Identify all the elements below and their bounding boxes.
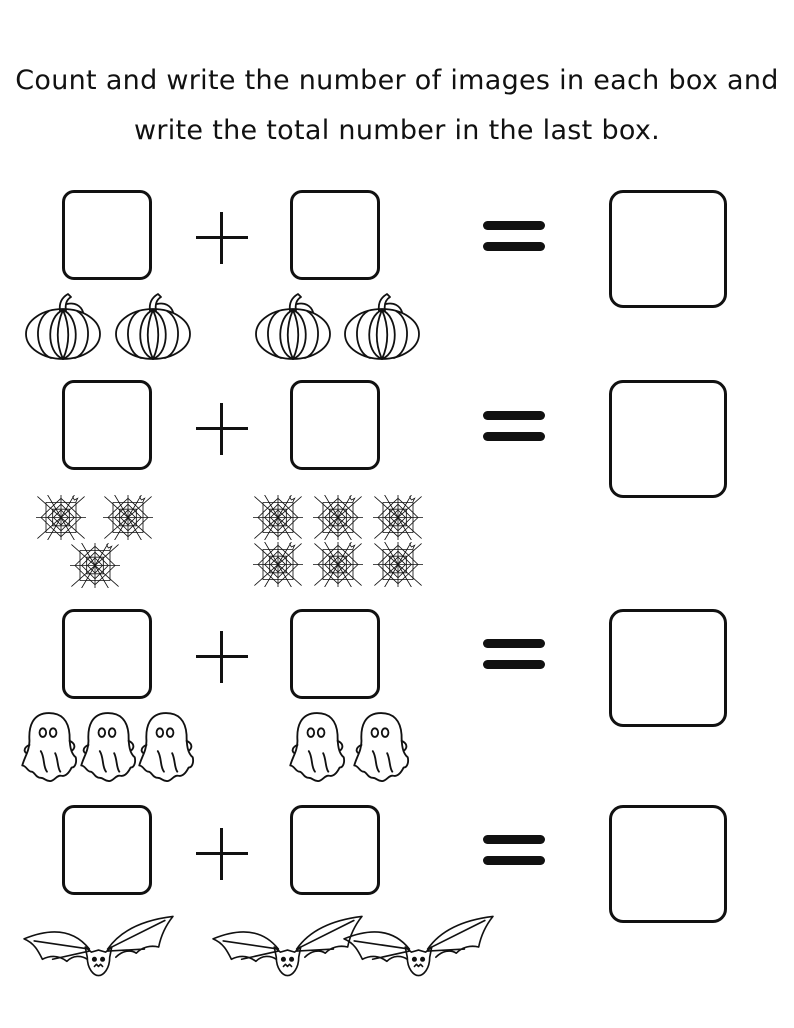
spider-web-icon [313, 542, 363, 587]
ghost-icon [20, 710, 78, 784]
ghost-icon [137, 710, 195, 784]
instructions-line-2: write the total number in the last box. [133, 115, 661, 146]
total-box-row2[interactable] [609, 380, 727, 498]
spider-web-icon [313, 495, 363, 540]
answer-box-row2-left[interactable] [62, 380, 152, 470]
spider-web-icon [373, 495, 423, 540]
total-box-row4[interactable] [609, 805, 727, 923]
spider-web-icon [253, 542, 303, 587]
answer-box-row3-left[interactable] [62, 609, 152, 699]
pumpkin-icon [252, 292, 334, 362]
equals-sign [483, 221, 545, 251]
ghost-icon [288, 710, 346, 784]
bat-icon [22, 912, 175, 980]
answer-box-row4-left[interactable] [62, 805, 152, 895]
equals-sign [483, 835, 545, 865]
total-box-row1[interactable] [609, 190, 727, 308]
plus-sign [196, 212, 248, 264]
plus-sign [196, 403, 248, 455]
spider-web-icon [36, 495, 86, 540]
plus-sign [196, 631, 248, 683]
answer-box-row1-left[interactable] [62, 190, 152, 280]
ghost-icon [352, 710, 410, 784]
spider-web-icon [103, 495, 153, 540]
pumpkin-icon [341, 292, 423, 362]
instructions [0, 56, 794, 156]
pumpkin-icon [22, 292, 104, 362]
equals-sign [483, 411, 545, 441]
ghost-icon [79, 710, 137, 784]
spider-web-icon [253, 495, 303, 540]
answer-box-row1-right[interactable] [290, 190, 380, 280]
answer-box-row2-right[interactable] [290, 380, 380, 470]
bat-icon [342, 912, 495, 980]
pumpkin-icon [112, 292, 194, 362]
spider-web-icon [70, 543, 120, 588]
answer-box-row3-right[interactable] [290, 609, 380, 699]
equals-sign [483, 639, 545, 669]
answer-box-row4-right[interactable] [290, 805, 380, 895]
total-box-row3[interactable] [609, 609, 727, 727]
instructions-line-1: Count and write the number of images in each box and [15, 65, 779, 96]
spider-web-icon [373, 542, 423, 587]
plus-sign [196, 828, 248, 880]
